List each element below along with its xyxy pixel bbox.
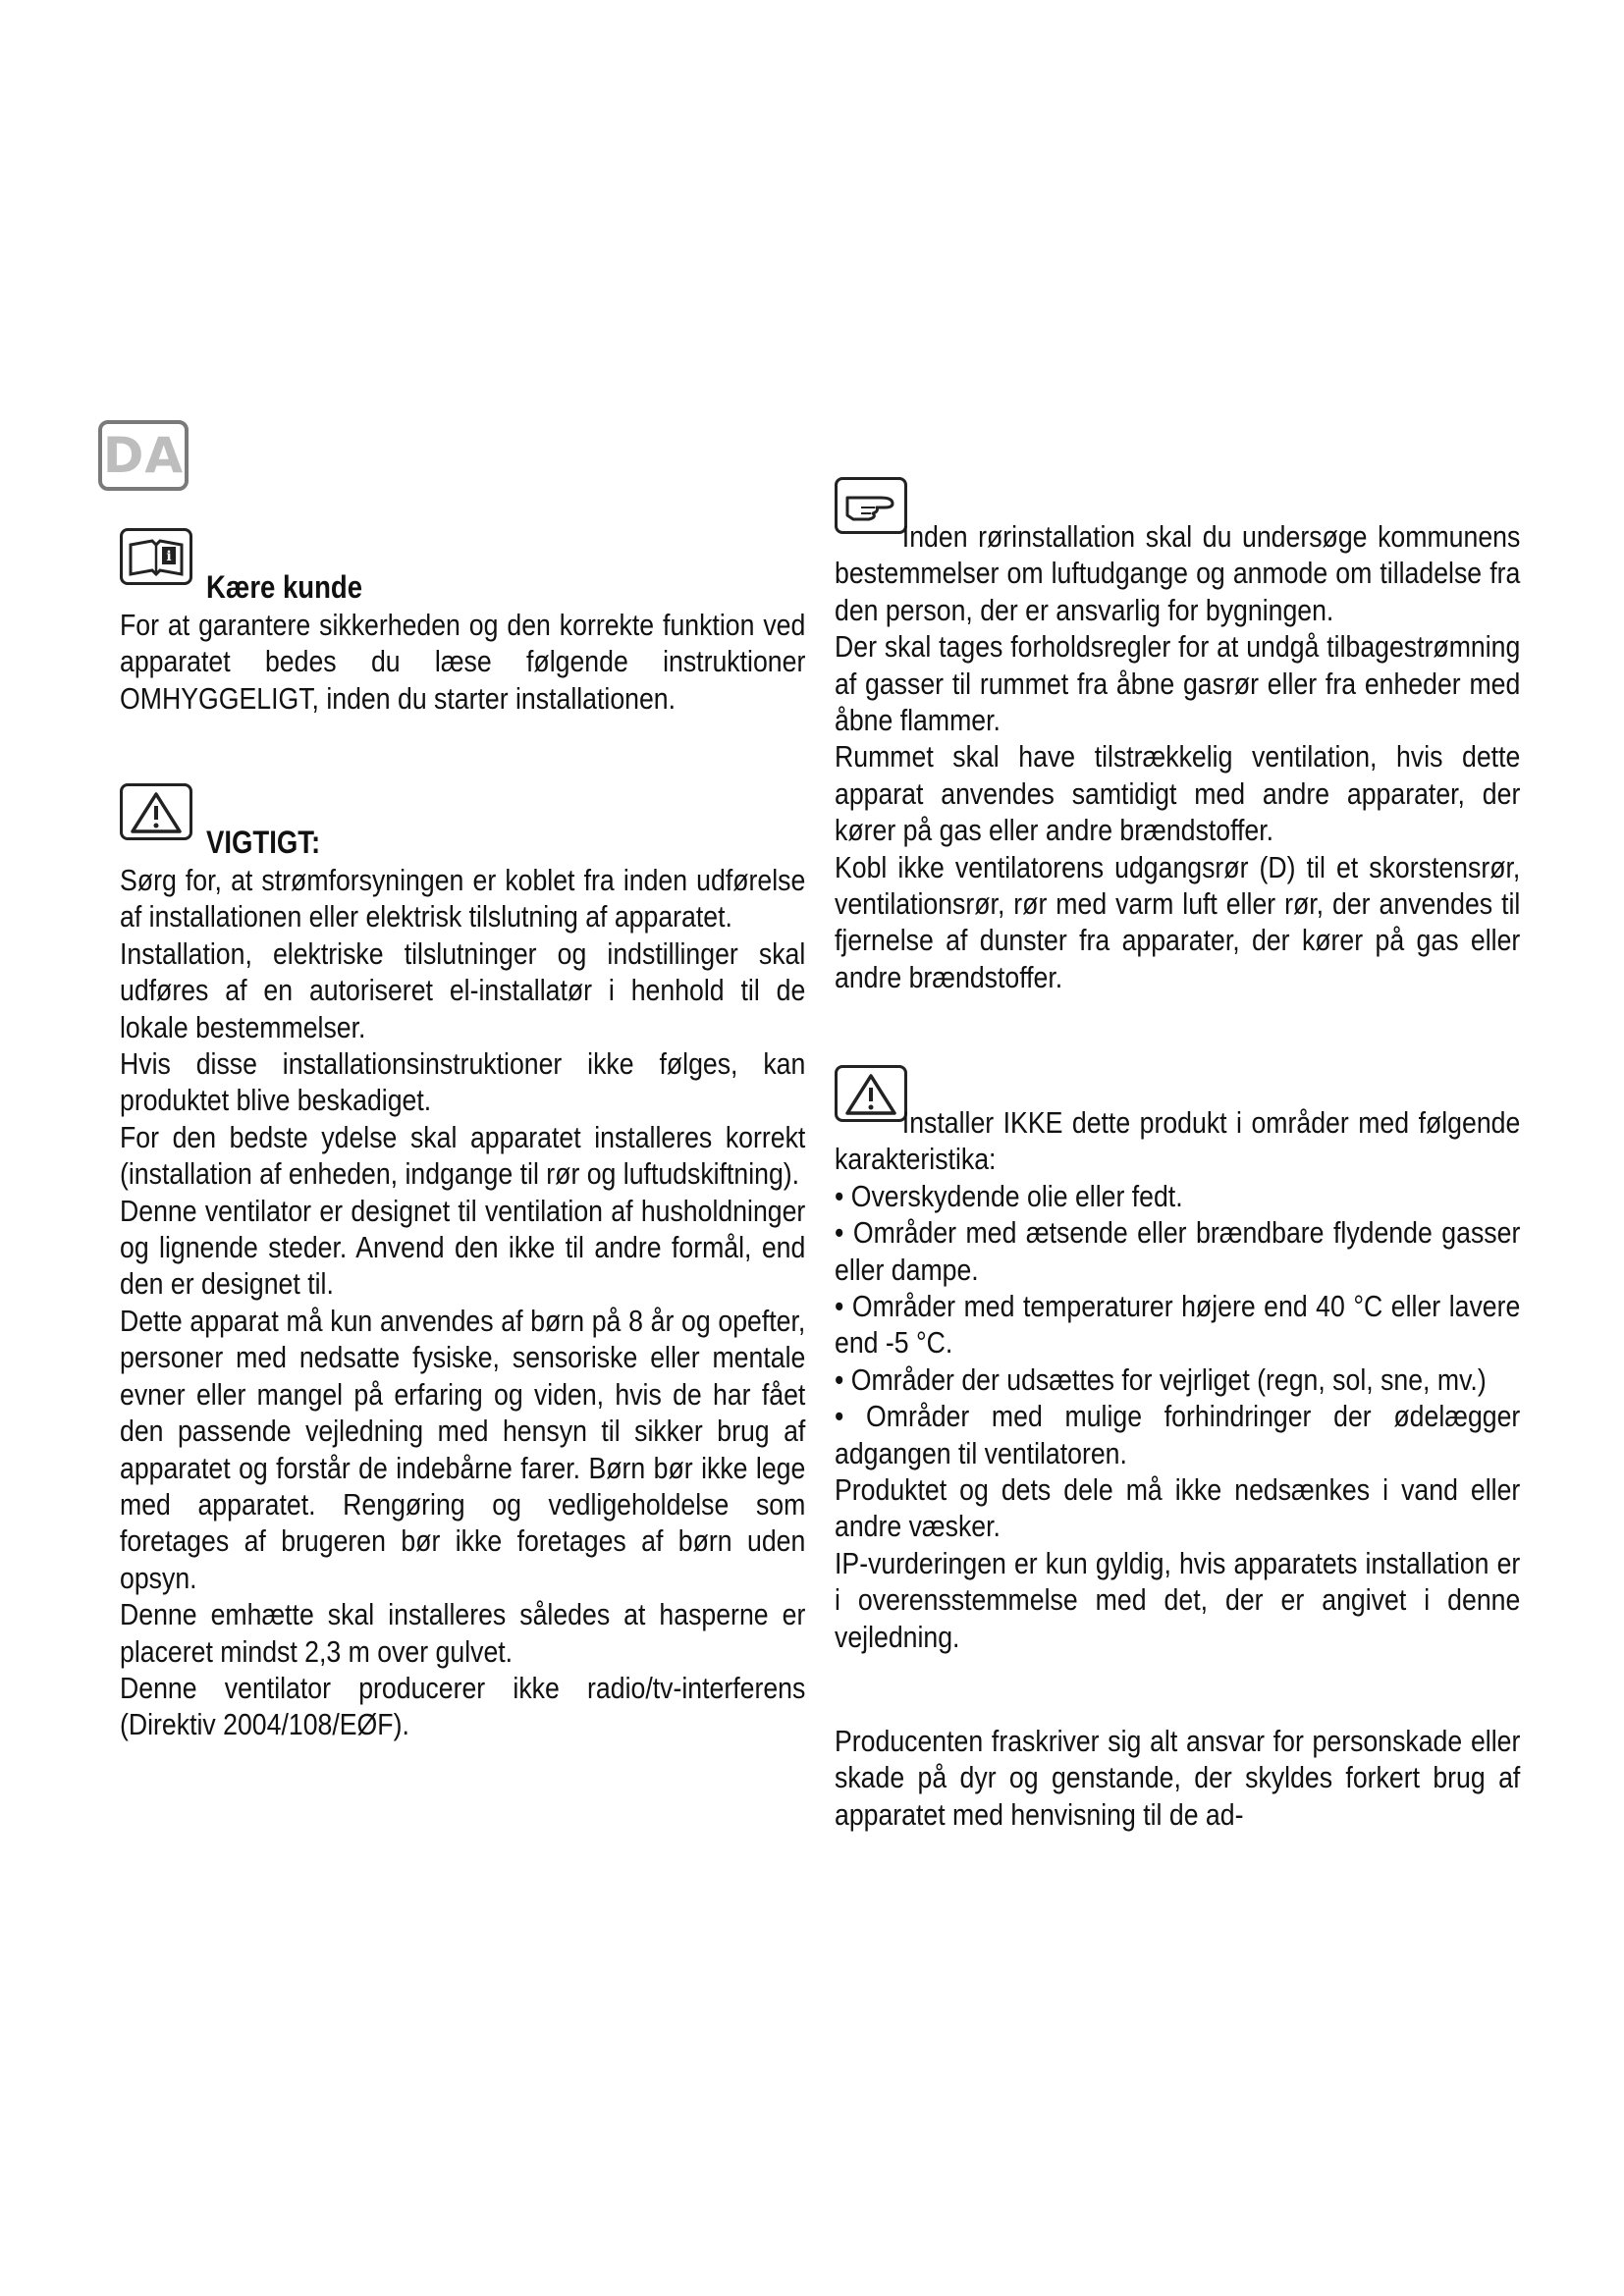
- note-paragraph: Kobl ikke ventilatorens udgangsrør (D) til et skorstensrør, ventilationsrør, rør med varm luft eller rør, der anvendes til fjernelse af dunster fra apparater, der kører på gas eller andre brændstoffer.: [835, 849, 1521, 994]
- important-heading: VIGTIGT:: [206, 825, 321, 860]
- important-paragraph: Dette apparat må kun anvendes af børn på 8 år og opefter, personer med nedsatte fysiske, sensoriske eller mentale evner eller mangel på erfaring og viden, hvis de har fået den passende vejledning med hensyn til sikker brug af apparatet og forstår de indebårne farer. Børn bør ikke lege med apparatet. Rengøring og vedligeholdelse som foretages af brugeren bør ikke foretages af børn uden opsyn.: [120, 1303, 806, 1595]
- important-paragraph: Hvis disse installationsinstruktioner ikke følges, kan produktet blive beskadiget.: [120, 1046, 806, 1118]
- warning-section: [835, 1104, 1520, 1655]
- important-paragraph: Denne ventilator er designet til ventilation af husholdninger og lignende steder. Anvend den ikke til andre formål, end den er designet til.: [120, 1193, 806, 1302]
- warning-after-paragraph: IP-vurderingen er kun gyldig, hvis apparatets installation er i overensstemmelse med det, der er angivet i denne vejledning.: [835, 1545, 1521, 1654]
- important-paragraph: For den bedste ydelse skal apparatet installeres korrekt (installation af enheden, indgange til rør og luftudskiftning).: [120, 1119, 806, 1192]
- warning-intro-text: Installer IKKE dette produkt i områder med følgende karakteristika:: [835, 1105, 1521, 1177]
- disclaimer-section: [835, 1723, 1520, 1833]
- important-paragraph: Sørg for, at strømforsyningen er koblet fra inden udførelse af installationen eller elektrisk tilslutning af apparatet.: [120, 863, 806, 934]
- important-paragraph: Denne ventilator producerer ikke radio/tv-interferens (Direktiv 2004/108/EØF).: [120, 1670, 806, 1742]
- dear-customer-heading: Kære kunde: [206, 569, 363, 605]
- warning-bullet: • Områder der udsættes for vejrliget (regn, sol, sne, mv.): [835, 1362, 1487, 1397]
- warning-bullet: • Områder med temperaturer højere end 40 °C eller lavere end -5 °C.: [835, 1289, 1521, 1361]
- note-paragraph: Der skal tages forholdsregler for at undgå tilbagestrømning af gasser til rummet fra åbne gasrør eller fra enheder med åbne flammer.: [835, 629, 1521, 738]
- note-paragraph: Rummet skal have tilstrækkelig ventilation, hvis dette apparat anvendes samtidigt med andre apparater, der kører på gas eller andre brændstoffer.: [835, 739, 1521, 848]
- important-paragraph: Installation, elektriske tilslutninger og indstillinger skal udføres af en autoriseret el-installatør i henhold til de lokale bestemmelser.: [120, 935, 806, 1044]
- important-paragraph: Denne emhætte skal installeres således at hasperne er placeret mindst 2,3 m over gulvet.: [120, 1597, 806, 1669]
- svg-text:i: i: [166, 549, 172, 564]
- dear-customer-section: [120, 607, 805, 717]
- manual-info-icon: [120, 528, 192, 585]
- note-paragraph-text: Inden rørinstallation skal du undersøge kommunens bestemmelser om luftudgange og anmode om tilladelse fra den person, der er ansvarlig for bygningen.: [835, 519, 1521, 627]
- dear-customer-text: For at garantere sikkerheden og den korrekte funktion ved apparatet bedes du læse følgende instruktioner OMHYGGELIGT, inden du starter installationen.: [120, 608, 806, 716]
- note-paragraph: [835, 518, 1520, 628]
- important-section: [120, 862, 805, 1743]
- warning-bullet: • Områder med ætsende eller brændbare flydende gasser eller dampe.: [835, 1215, 1521, 1287]
- warning-intro: [835, 1104, 1520, 1178]
- warning-after-paragraph: Produktet og dets dele må ikke nedsænkes i vand eller andre væsker.: [835, 1472, 1521, 1544]
- language-badge: DA: [98, 420, 189, 491]
- warning-icon: [120, 783, 192, 840]
- disclaimer-text: Producenten fraskriver sig alt ansvar for personskade eller skade på dyr og genstande, der skyldes forkert brug af apparatet med henvisning til de ad-: [835, 1724, 1521, 1832]
- warning-bullet: • Områder med mulige forhindringer der ødelægger adgangen til ventilatoren.: [835, 1399, 1521, 1470]
- note-section: [835, 518, 1520, 995]
- warning-bullet: • Overskydende olie eller fedt.: [835, 1178, 1183, 1213]
